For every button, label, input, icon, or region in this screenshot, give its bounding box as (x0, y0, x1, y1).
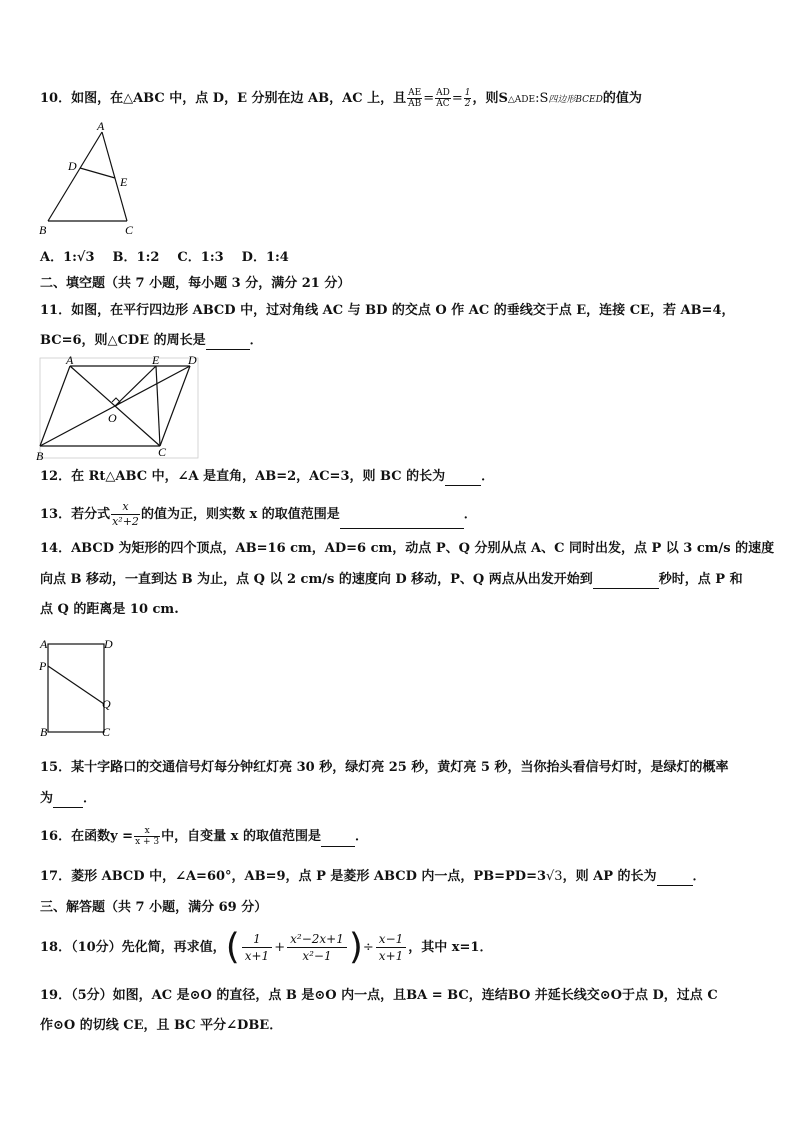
q10-sub-bced: 四边形BCED (548, 95, 603, 105)
q15-answer-blank[interactable] (53, 793, 83, 808)
q11-label-d: D (188, 353, 197, 367)
q10-line: 10．如图，在△ABC 中，点 D，E 分别在边 AB，AC 上，且 $\frac{AE}{AB}$ = $\frac{AD}{AC}$ = $\frac{1}{2}$ ，则S△ADE:S四边形BCED的值为 (40, 88, 642, 109)
q15-line2: 为 ． (40, 791, 97, 806)
q12-answer-blank[interactable] (445, 471, 481, 486)
q13-line: 13．若分式 $\frac{x}{\text{x²+2}}$ 的值为正，则实数 x 的取值范围是 ． (40, 500, 477, 528)
q14-label-q: Q (102, 697, 111, 711)
q14-line1: 14．ABCD 为矩形的四个顶点，AB=16 cm，AD=6 cm，动点 P、Q 分别从点 A、C 同时出发，点 P 以 3 cm/s 的速度 (40, 541, 775, 556)
q10-option-c[interactable]: C．1:3 (177, 250, 224, 265)
q14-answer-blank[interactable] (593, 574, 659, 589)
q18-suffix: ，其中 x=1． (408, 940, 493, 955)
q14-rectangle-figure (36, 634, 120, 740)
q14-label-p: P (39, 659, 47, 673)
q10-triangle-figure (35, 118, 145, 240)
q10-label-b: B (39, 223, 47, 237)
q11-text: BC=6，则△CDE 的周长是 (40, 333, 206, 348)
q16-line: 16．在函数y = $\frac{x}{x + 3}$ 中，自变量 x 的取值范围是 ． (40, 826, 368, 847)
q10-option-a[interactable]: A．1:√3 (40, 250, 95, 265)
q10-suffix: 的值为 (602, 91, 642, 106)
q11-line1: 11．如图，在平行四边形 ABCD 中，过对角线 AC 与 BD 的交点 O 作 AC 的垂线交于点 E，连接 CE，若 AB=4， (40, 303, 735, 318)
q12-line: 12．在 Rt△ABC 中，∠A 是直角，AB=2，AC=3，则 BC 的长为 ． (40, 469, 495, 484)
q13-fraction: $\frac{x}{\text{x²+2}}$ (112, 500, 139, 528)
q17-sqrt: √3 (546, 869, 563, 884)
q11-label-c: C (158, 445, 167, 459)
q10-option-b[interactable]: B．1:2 (112, 250, 160, 265)
q11-answer-blank[interactable] (206, 335, 250, 350)
q10-sub-ade: △ADE (507, 95, 536, 105)
q13-suffix: 的值为正，则实数 x 的取值范围是 (140, 507, 340, 522)
q10-option-d[interactable]: D．1:4 (241, 250, 289, 265)
q10-label-a: A (97, 119, 105, 133)
q19-line2: 作⊙O 的切线 CE，且 BC 平分∠DBE． (40, 1018, 283, 1033)
q14-line2: 向点 B 移动，一直到达 B 为止，点 Q 以 2 cm/s 的速度向 D 移动，P、Q 两点从出发开始到 秒时，点 P 和 (40, 572, 743, 587)
q17-answer-blank[interactable] (657, 871, 693, 886)
q19-line1: 19．（5分）如图，AC 是⊙O 的直径，点 B 是⊙O 内一点，且BA = BC，连结BO 并延长线交⊙O于点 D，过点 C (40, 988, 718, 1003)
q18-fraction-1: $\frac{1}{x+1}$ (242, 931, 272, 964)
q10-label-d: D (68, 159, 77, 173)
q17-suffix: ，则 AP 的长为 (562, 869, 657, 884)
q16-answer-blank[interactable] (321, 832, 355, 847)
q14-label-b: B (40, 725, 48, 739)
q12-text: 12．在 Rt△ABC 中，∠A 是直角，AB=2，AC=3，则 BC 的长为 (40, 469, 446, 484)
q14-text: 向点 B 移动，一直到达 B 为止，点 Q 以 2 cm/s 的速度向 D 移动，P、Q 两点从出发开始到 (40, 572, 593, 587)
q13-prefix: 13．若分式 (40, 507, 111, 522)
q16-prefix: 16．在函数y = (40, 829, 134, 844)
section-3-heading: 三、解答题（共 7 小题，满分 69 分） (40, 900, 268, 915)
q13-answer-blank[interactable] (340, 514, 464, 529)
q15-text: 为 (40, 791, 54, 806)
q11-label-o: O (108, 411, 117, 425)
q18-prefix: 18．（10分）先化简，再求值， (40, 940, 226, 955)
q10-fraction-ae-ab: $\frac{AE}{AB}$ (408, 88, 422, 109)
q10-options (40, 249, 307, 267)
q11-label-b: B (36, 449, 44, 463)
q11-parallelogram-figure (32, 352, 204, 464)
q11-label-e: E (152, 353, 160, 367)
q17-text: 17．菱形 ABCD 中，∠A=60°，AB=9，点 P 是菱形 ABCD 内一点，PB=PD=3 (40, 869, 547, 884)
q11-label-a: A (66, 353, 74, 367)
q10-colon: :S (535, 91, 549, 106)
q11-line2: BC=6，则△CDE 的周长是 ． (40, 333, 263, 348)
q14-label-c: C (102, 725, 111, 739)
q16-suffix: 中，自变量 x 的取值范围是 (161, 829, 321, 844)
section-2-heading: 二、填空题（共 7 小题，每小题 3 分，满分 21 分） (40, 276, 351, 291)
q14-line3: 点 Q 的距离是 10 cm. (40, 602, 179, 617)
q10-mid: ，则S (472, 91, 508, 106)
q10-fraction-ad-ac: $\frac{AD}{AC}$ (436, 88, 450, 109)
q10-prefix: 10．如图，在△ABC 中，点 D，E 分别在边 AB，AC 上，且 (40, 91, 407, 106)
q18-fraction-3: $\frac{x-1}{x+1}$ (376, 931, 406, 964)
q17-line: 17．菱形 ABCD 中，∠A=60°，AB=9，点 P 是菱形 ABCD 内一点，PB=PD=3√3，则 AP 的长为 ． (40, 869, 706, 884)
q18-line: 18．（10分）先化简，再求值，( $\frac{1}{x+1}$ + $\frac{\text{x²−2x+1}}{\text{x²−1}}$ )÷ $\frac{x-1}{x+1}$ ，其中 x=1． (40, 926, 493, 968)
q16-fraction: $\frac{x}{x + 3}$ (135, 826, 160, 847)
q14-label-a: A (40, 637, 48, 651)
q18-fraction-2: $\frac{\text{x²−2x+1}}{\text{x²−1}}$ (287, 931, 347, 964)
q10-fraction-half: $\frac{1}{2}$ (464, 88, 471, 109)
q10-label-e: E (120, 175, 128, 189)
q10-label-c: C (125, 223, 134, 237)
q15-line1: 15．某十字路口的交通信号灯每分钟红灯亮 30 秒，绿灯亮 25 秒，黄灯亮 5 秒，当你抬头看信号灯时，是绿灯的概率 (40, 760, 729, 775)
q14-label-d: D (104, 637, 113, 651)
